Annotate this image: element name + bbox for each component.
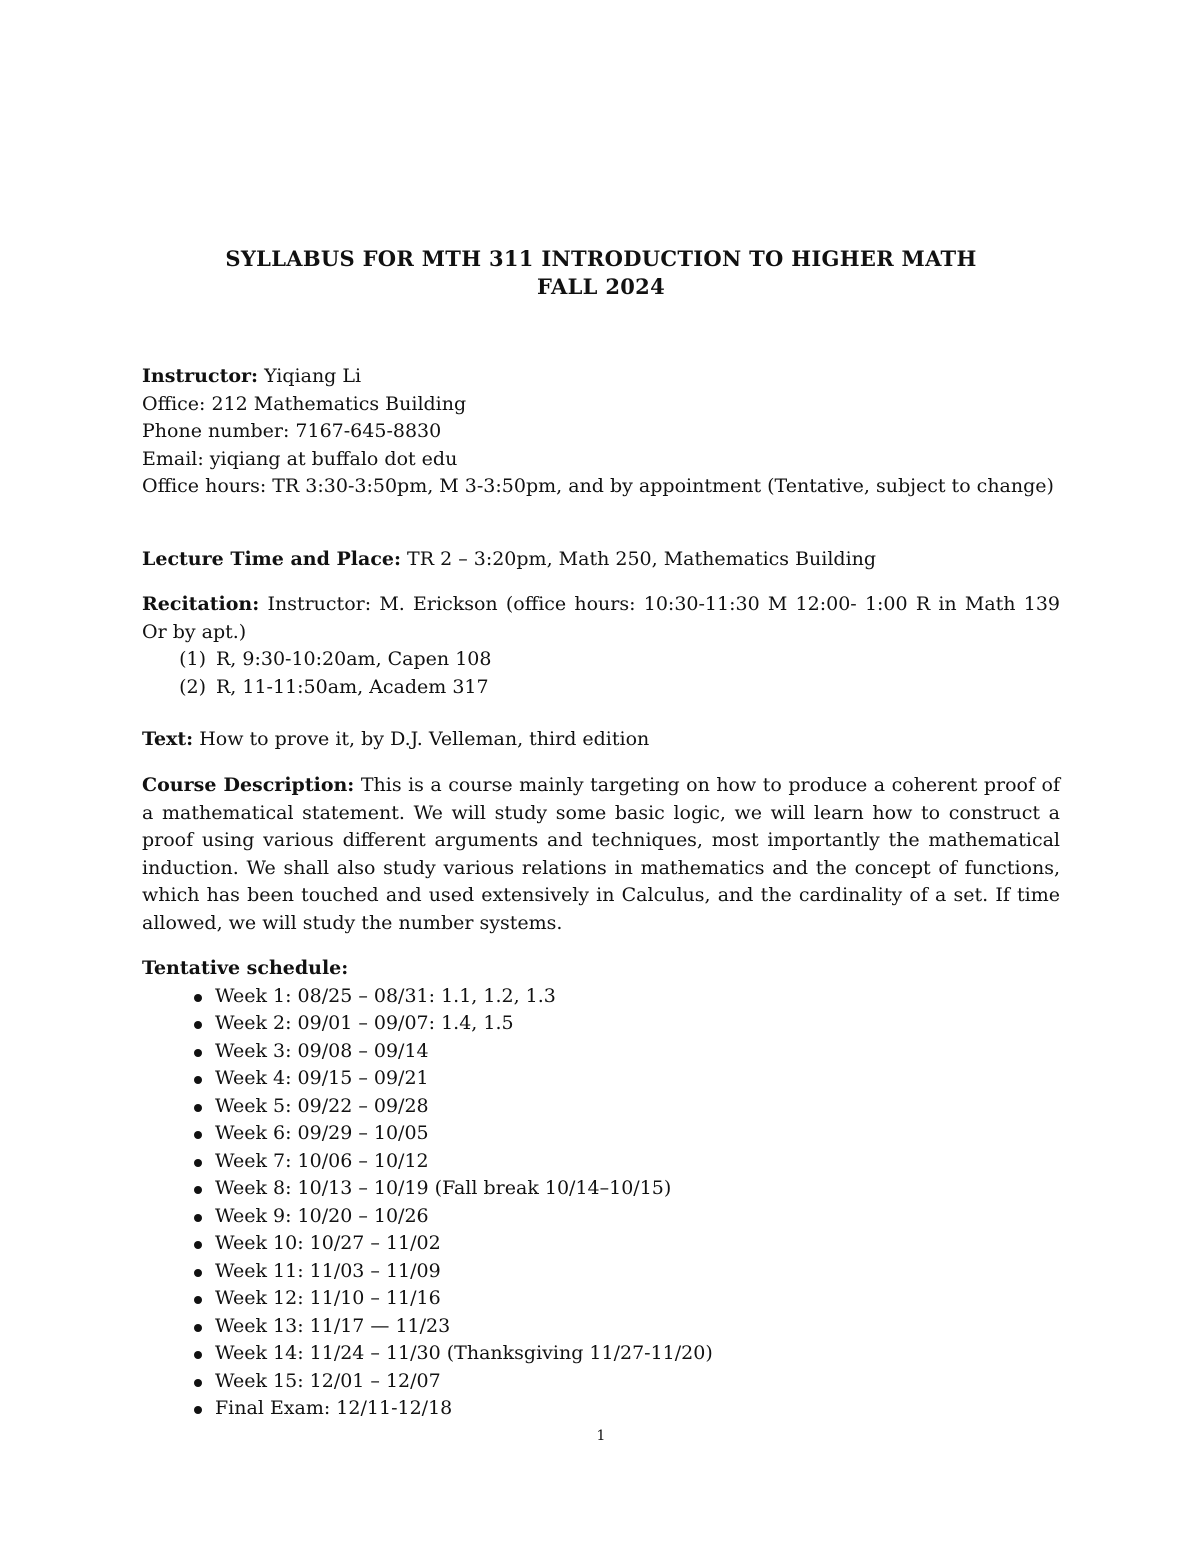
schedule-item-text: Week 15: 12/01 – 12/07 [215, 1369, 441, 1392]
list-item [142, 1313, 1060, 1341]
schedule-item-text: Week 14: 11/24 – 11/30 (Thanksgiving 11/27-11/20) [215, 1342, 713, 1364]
document-title: SYLLABUS FOR MTH 311 INTRODUCTION TO HIGHER MATH [225, 246, 977, 271]
list-item [142, 1285, 1060, 1313]
schedule-label: Tentative schedule: [142, 957, 349, 979]
schedule-item-text: Week 13: 11/17 — 11/23 [215, 1314, 451, 1337]
recitation-section-text: R, 11-11:50am, Academ 317 [216, 675, 489, 698]
list-item [142, 1203, 1060, 1231]
list-item [142, 1395, 1060, 1423]
document-page [142, 0, 1060, 1553]
bullet-icon [194, 1269, 202, 1277]
bullet-icon [194, 1131, 202, 1139]
lecture-section [142, 546, 1060, 574]
list-item [142, 1065, 1060, 1093]
instructor-name: Yiqiang Li [264, 365, 362, 387]
textbook-details: How to prove it, by D.J. Velleman, third edition [199, 728, 650, 750]
text-label: Text: [142, 728, 194, 750]
phone-number: Phone number: 7167-645-8830 [142, 420, 442, 442]
lecture-details: TR 2 – 3:20pm, Math 250, Mathematics Building [407, 548, 877, 570]
bullet-icon [194, 1296, 202, 1304]
schedule-item-text: Week 8: 10/13 – 10/19 (Fall break 10/14–10/15) [215, 1177, 672, 1199]
schedule-item-text: Week 2: 09/01 – 09/07: 1.4, 1.5 [215, 1012, 514, 1034]
item-number: (1) [179, 648, 206, 670]
list-item [142, 1038, 1060, 1066]
list-item [142, 1368, 1060, 1396]
office-location: Office: 212 Mathematics Building [142, 392, 467, 415]
office-hours: Office hours: TR 3:30-3:50pm, M 3-3:50pm, and by appointment (Tentative, subject to change) [142, 475, 1054, 497]
bullet-icon [194, 1049, 202, 1057]
list-item [142, 1093, 1060, 1121]
recitation-details: Instructor: M. Erickson (office hours: 10:30-11:30 M 12:00- 1:00 R in Math 139 Or by apt.) [142, 593, 1060, 643]
bullet-icon [194, 1379, 202, 1387]
description-text: This is a course mainly targeting on how to produce a coherent proof of a mathematical statement. We will study some basic logic, we will learn how to construct a proof using various different arguments and techniques, most importantly the mathematical induction. We shall also study various relations in mathematics and the concept of functions, which has been touched and used extensively in Calculus, and the cardinality of a set. If time allowed, we will study the number systems. [142, 774, 1061, 934]
list-item [142, 1175, 1060, 1203]
instructor-label: Instructor: [142, 365, 259, 387]
recitation-list [142, 646, 1060, 701]
item-number: (2) [179, 675, 206, 698]
bullet-icon [194, 994, 202, 1002]
list-item [142, 1340, 1060, 1368]
schedule-item-text: Week 5: 09/22 – 09/28 [215, 1094, 429, 1117]
schedule-section [142, 955, 1060, 1423]
bullet-icon [194, 1159, 202, 1167]
list-item [142, 1120, 1060, 1148]
list-item [142, 1230, 1060, 1258]
bullet-icon [194, 1186, 202, 1194]
recitation-section [142, 591, 1060, 701]
list-item [142, 1258, 1060, 1286]
list-item [142, 1148, 1060, 1176]
schedule-item-text: Week 11: 11/03 – 11/09 [215, 1259, 441, 1282]
text-section [142, 726, 1060, 754]
bullet-icon [194, 1406, 202, 1414]
schedule-item-text: Week 12: 11/10 – 11/16 [215, 1287, 441, 1309]
recitation-label: Recitation: [142, 593, 260, 615]
list-item [142, 983, 1060, 1011]
document-subtitle: FALL 2024 [537, 274, 665, 299]
schedule-item-text: Week 7: 10/06 – 10/12 [215, 1149, 429, 1172]
list-item [142, 674, 1060, 702]
schedule-item-text: Week 1: 08/25 – 08/31: 1.1, 1.2, 1.3 [215, 984, 556, 1007]
bullet-icon [194, 1324, 202, 1332]
recitation-section-text: R, 9:30-10:20am, Capen 108 [216, 648, 492, 670]
page-number: 1 [596, 1428, 606, 1444]
bullet-icon [194, 1351, 202, 1359]
schedule-item-text: Final Exam: 12/11-12/18 [215, 1397, 453, 1419]
schedule-item-text: Week 9: 10/20 – 10/26 [215, 1204, 429, 1227]
schedule-item-text: Week 6: 09/29 – 10/05 [215, 1122, 429, 1144]
course-description-section [142, 772, 1060, 937]
bullet-icon [194, 1214, 202, 1222]
bullet-icon [194, 1021, 202, 1029]
bullet-icon [194, 1241, 202, 1249]
schedule-item-text: Week 10: 10/27 – 11/02 [215, 1232, 441, 1254]
lecture-label: Lecture Time and Place: [142, 548, 401, 570]
instructor-section [142, 363, 1060, 501]
description-label: Course Description: [142, 774, 355, 796]
schedule-item-text: Week 3: 09/08 – 09/14 [215, 1039, 429, 1062]
list-item [142, 1010, 1060, 1038]
schedule-item-text: Week 4: 09/15 – 09/21 [215, 1067, 429, 1089]
email-address: Email: yiqiang at buffalo dot edu [142, 447, 458, 470]
bullet-icon [194, 1104, 202, 1112]
list-item [142, 646, 1060, 674]
schedule-list [142, 983, 1060, 1423]
bullet-icon [194, 1076, 202, 1084]
